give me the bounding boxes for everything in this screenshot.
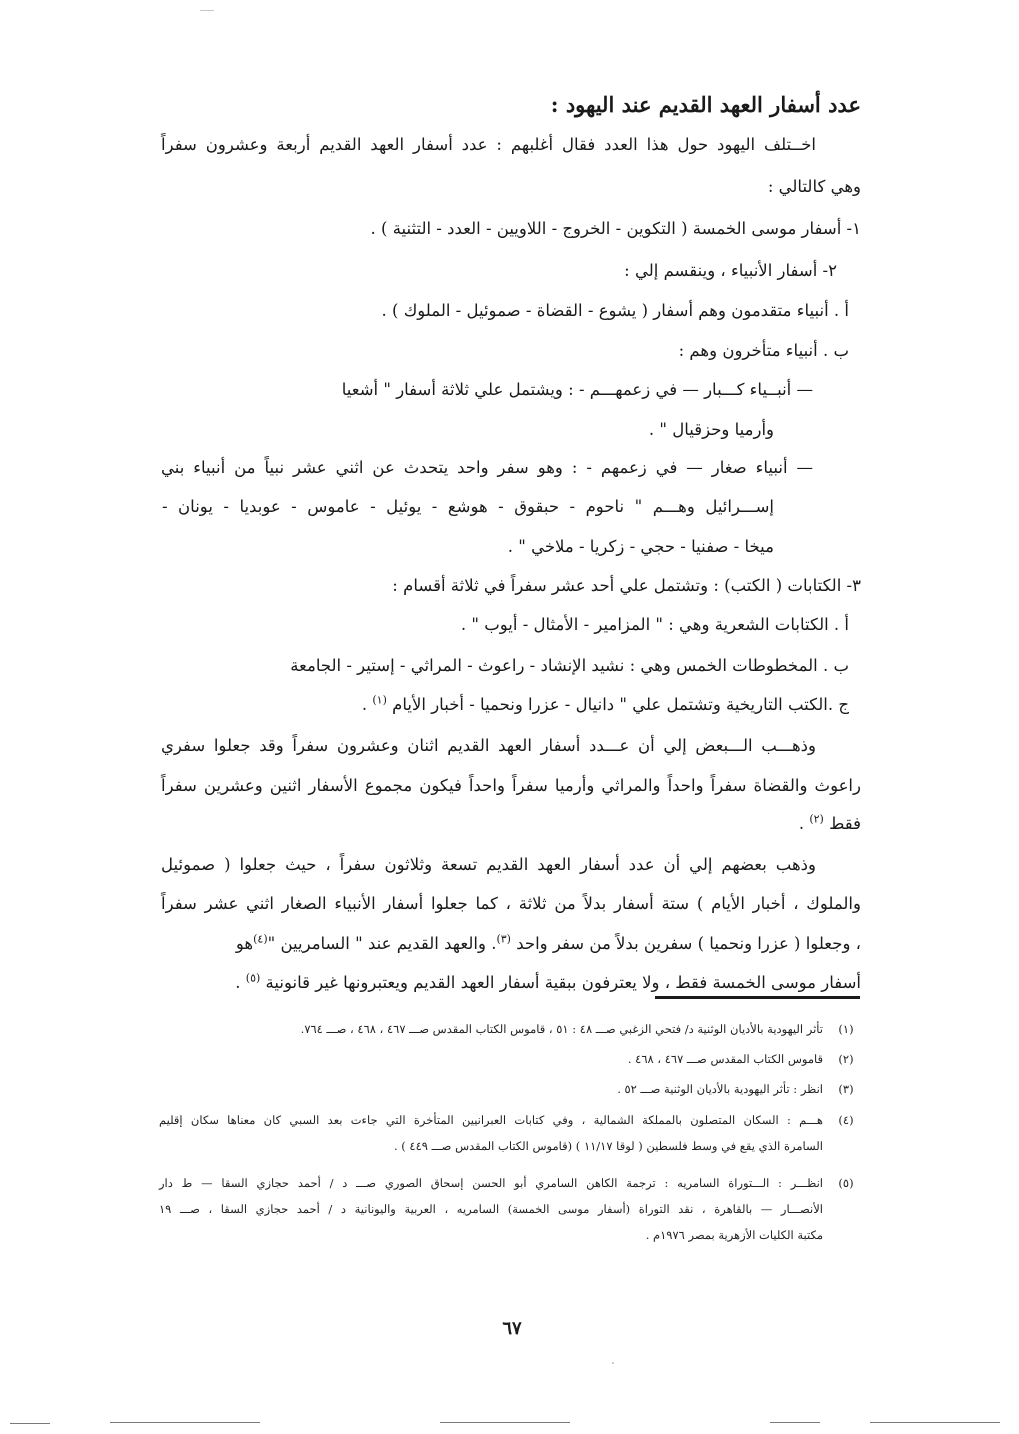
- scan-mark: [200, 10, 214, 11]
- list-item: [362, 690, 849, 720]
- scan-edge-line: [870, 1422, 1000, 1423]
- paragraph-line: وهي كالتالي :: [767, 177, 861, 196]
- page-number: ٦٧: [502, 1318, 522, 1339]
- line-text: أسفار موسى الخمسة فقط ، ولا يعترفون ببقية أسفار العهد القديم ويعتبرونها غير قانونية: [265, 973, 861, 992]
- footnote-ref: (١): [372, 693, 387, 707]
- list-item-continuation: وأرميا وحزقيال " .: [648, 420, 774, 439]
- line-tail: .: [798, 814, 810, 833]
- scan-edge-line: [10, 1423, 50, 1424]
- line-tail: .: [361, 695, 373, 714]
- scan-speck: [612, 1362, 614, 1364]
- footnote-text: مكتبة الكليات الأزهرية بمصر ١٩٧٦م .: [645, 1228, 823, 1242]
- footnote-number: (٣): [838, 1082, 854, 1096]
- footnote-text: انظـــر : الـــتوراة السامريه : ترجمة الكاهن السامري أبو الحسن إسحاق الصوري صـــ د / أحمد حجازي السقا — ط دار: [159, 1176, 823, 1190]
- list-item-continuation: ميخا - صفنيا - حجي - زكريا - ملاخي " .: [507, 537, 774, 556]
- footnote-ref: (٤): [253, 932, 268, 946]
- list-item: — أنبــياء كـــبار — في زعمهـــم - : ويشتمل علي ثلاثة أسفار " أشعيا: [341, 380, 813, 399]
- list-item: ٢- أسفار الأنبياء ، وينقسم إلي :: [624, 261, 837, 280]
- footnote-ref: (٥): [245, 971, 261, 985]
- scan-edge-line: [110, 1422, 260, 1423]
- list-item: ب . أنبياء متأخرون وهم :: [678, 341, 849, 360]
- line-tail: .: [235, 973, 246, 992]
- footnote-number: (٤): [838, 1113, 854, 1127]
- line-text: . والعهد القديم عند " السامريين ": [267, 934, 497, 953]
- footnote-ref: (٢): [809, 812, 824, 826]
- list-item: أ . الكتابات الشعرية وهي : " المزامير - الأمثال - أيوب " .: [460, 615, 849, 634]
- footnote-text: السامرة الذي يقع في وسط فلسطين ( لوقا ١١/١٧ ) (قاموس الكتاب المقدس صـــ ٤٤٩ ) .: [393, 1139, 823, 1153]
- line-text: فقط: [829, 814, 861, 833]
- footnote-text: هـــم : السكان المتصلون بالمملكة الشمالية ، وفي كتابات العبرانيين المتأخرة التي جاءت بعد السبي كان معناها سكان إقليم: [159, 1113, 823, 1127]
- list-item: ب . المخطوطات الخمس وهي : نشيد الإنشاد - راعوث - المراثي - إستير - الجامعة: [290, 656, 849, 675]
- footnote-ref: (٣): [496, 932, 511, 946]
- scan-edge-line: [770, 1422, 820, 1423]
- paragraph-line: [161, 929, 861, 959]
- paragraph-line: وذهب بعضهم إلي أن عدد أسفار العهد القديم تسعة وثلاثون سفراً ، حيث جعلوا ( صموئيل: [161, 855, 816, 874]
- paragraph-line: [799, 809, 861, 839]
- scan-edge-line: [440, 1422, 570, 1423]
- list-item: ١- أسفار موسى الخمسة ( التكوين - الخروج - اللاويين - العدد - التثنية ) .: [370, 219, 861, 238]
- paragraph-line: وذهـــب الـــبعض إلي أن عـــدد أسفار العهد القديم اثنان وعشرون سفراً وقد جعلوا سفري: [161, 736, 816, 755]
- paragraph-line: اخــتلف اليهود حول هذا العدد فقال أغلبهم : عدد أسفار العهد القديم أربعة وعشرون سفراً: [161, 135, 816, 154]
- footnote-text: قاموس الكتاب المقدس صـــ ٤٦٧ ، ٤٦٨ .: [627, 1052, 823, 1066]
- footnote-text: الأنصـــار — بالقاهرة ، نقد التوراة (أسفار موسى الخمسة) السامريه ، العربية واليونانية د / أحمد حجازي السقا ، صـــ ١٩: [159, 1202, 823, 1216]
- line-text: هو: [235, 934, 254, 953]
- footnote-number: (١): [838, 1022, 854, 1036]
- footnote-text: تأثر اليهودية بالأديان الوثنية د/ فتحي الزغبي صـــ ٤٨ : ٥١ ، قاموس الكتاب المقدس صـــ ٤٦٧ ، ٤٦٨ ، صـــ ٧٦٤.: [300, 1022, 823, 1036]
- footnote-text: انظر : تأثر اليهودية بالأديان الوثنية صـــ ٥٢ .: [617, 1082, 823, 1096]
- footnote-number: (٥): [838, 1176, 854, 1190]
- paragraph-line: راعوث والقضاة سفراً واحداً والمراثي وأرميا سفراً واحداً فيكون مجموع الأسفار اثنين وعشرين سفراً: [161, 776, 861, 795]
- paragraph-line: [235, 968, 861, 998]
- section-heading: عدد أسفار العهد القديم عند اليهود :: [550, 92, 861, 117]
- paragraph-line: والملوك ، أخبار الأيام ) ستة أسفار بدلاً من ثلاثة ، كما جعلوا أسفار الأنبياء الصغار اثني عشر سفراً: [161, 894, 861, 913]
- line-text: ج .الكتب التاريخية وتشتمل علي " دانيال - عزرا ونحميا - أخبار الأيام: [392, 695, 849, 714]
- footnote-separator: [655, 996, 860, 999]
- footnote-number: (٢): [838, 1052, 854, 1066]
- list-item: أ . أنبياء متقدمون وهم أسفار ( يشوع - القضاة - صموئيل - الملوك ) .: [381, 301, 849, 320]
- list-item: — أنبياء صغار — في زعمهم - : وهو سفر واحد يتحدث عن اثني عشر نبياً من أنبياء بني: [161, 458, 813, 477]
- line-text: ، وجعلوا ( عزرا ونحميا ) سفرين بدلاً من سفر واحد: [516, 934, 861, 953]
- list-item: ٣- الكتابات ( الكتب) : وتشتمل علي أحد عشر سفراً في ثلاثة أقسام :: [392, 576, 861, 595]
- list-item-continuation: إســـرائيل وهـــم " ناحوم - حبقوق - هوشع - يوئيل - عاموس - عوبديا - يونان -: [162, 497, 774, 516]
